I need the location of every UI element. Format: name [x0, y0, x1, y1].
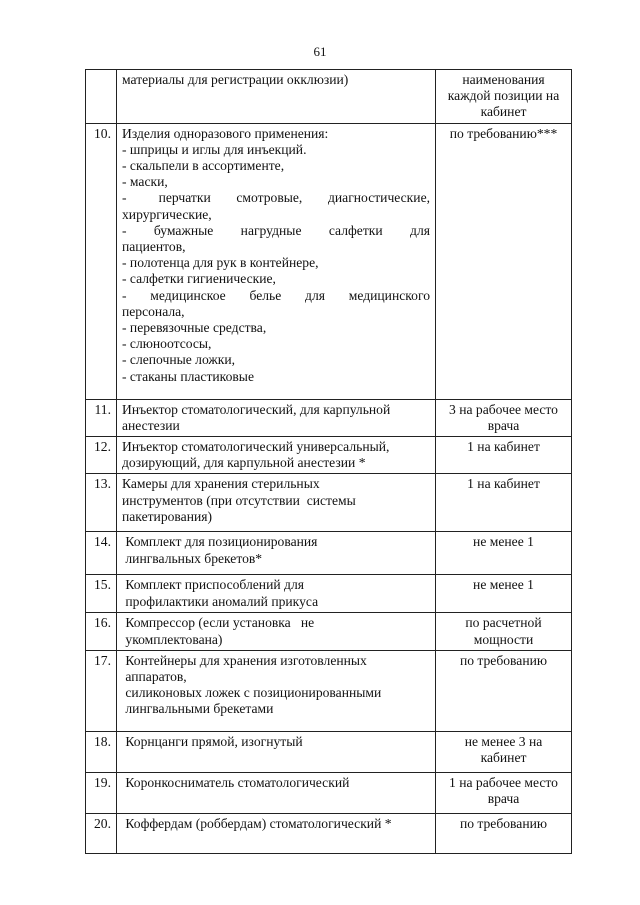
description-line: лингвальными брекетами — [122, 701, 274, 717]
item-description — [117, 123, 436, 399]
row-number: 18. — [86, 731, 117, 772]
item-description — [117, 474, 436, 532]
table-row — [86, 437, 572, 474]
description-line: - маски, — [122, 174, 168, 190]
description-line: анестезии — [122, 417, 180, 433]
description-line: пациентов, — [122, 239, 186, 255]
item-description — [117, 613, 436, 650]
description-line: Изделия одноразового применения: — [122, 125, 329, 141]
description-line: - полотенца для рук в контейнере, — [122, 255, 319, 271]
item-quantity: 1 на кабинет — [436, 474, 572, 532]
description-line: пакетирования) — [122, 508, 213, 524]
item-quantity: по требованию — [436, 813, 572, 853]
item-description — [117, 772, 436, 813]
table-row — [86, 70, 572, 124]
row-number: 12. — [86, 437, 117, 474]
item-description — [117, 437, 436, 474]
description-line: Комплект приспособлений для — [122, 577, 304, 593]
description-line: силиконовых ложек с позиционированными — [122, 685, 382, 701]
equipment-table — [85, 69, 572, 854]
description-line: - стаканы пластиковые — [122, 368, 254, 384]
description-line: - медицинское белье для медицинского — [122, 287, 430, 303]
item-quantity: по расчетной мощности — [436, 613, 572, 650]
table-row — [86, 772, 572, 813]
description-line: Камеры для хранения стерильных — [122, 476, 320, 492]
description-line: персонала, — [122, 303, 185, 319]
page-number: 61 — [313, 44, 327, 59]
description-line: - перевязочные средства, — [122, 320, 267, 336]
table-row — [86, 123, 572, 399]
table-row — [86, 731, 572, 772]
table-row — [86, 813, 572, 853]
row-number: 14. — [86, 532, 117, 575]
item-description — [117, 813, 436, 853]
row-number: 13. — [86, 474, 117, 532]
description-line: дозирующий, для карпульной анестезии * — [122, 455, 366, 471]
item-description — [117, 70, 436, 124]
row-number: 16. — [86, 613, 117, 650]
item-description — [117, 399, 436, 436]
table-row — [86, 474, 572, 532]
table-row — [86, 575, 572, 613]
table-row — [86, 399, 572, 436]
row-number — [86, 70, 117, 124]
item-description — [117, 650, 436, 731]
description-line: аппаратов, — [122, 669, 187, 685]
description-line: - бумажные нагрудные салфетки для — [122, 222, 430, 238]
row-number: 17. — [86, 650, 117, 731]
description-line: - шприцы и иглы для инъекций. — [122, 141, 307, 157]
item-quantity: 3 на рабочее место врача — [436, 399, 572, 436]
item-quantity: по требованию*** — [436, 123, 572, 399]
item-quantity: по требованию — [436, 650, 572, 731]
description-line: - перчатки смотровые, диагностические, — [122, 190, 430, 206]
description-line: Контейнеры для хранения изготовленных — [122, 652, 367, 668]
row-number: 15. — [86, 575, 117, 613]
row-number: 19. — [86, 772, 117, 813]
description-line: - слюноотсосы, — [122, 336, 212, 352]
item-description — [117, 532, 436, 575]
row-number: 11. — [86, 399, 117, 436]
table-row — [86, 650, 572, 731]
description-line: Корнцанги прямой, изогнутый — [122, 733, 303, 749]
item-quantity: не менее 1 — [436, 575, 572, 613]
description-line: - скальпели в ассортименте, — [122, 158, 285, 174]
item-description — [117, 731, 436, 772]
description-line: Коффердам (роббердам) стоматологический * — [122, 815, 392, 831]
description-line: профилактики аномалий прикуса — [122, 593, 319, 609]
row-number: 10. — [86, 123, 117, 399]
description-line: Инъектор стоматологический универсальный, — [122, 439, 390, 455]
description-line: инструментов (при отсутствии системы — [122, 492, 356, 508]
description-line: лингвальных брекетов* — [122, 550, 263, 566]
table-row — [86, 532, 572, 575]
item-quantity: 1 на кабинет — [436, 437, 572, 474]
description-line: Коронкосниматель стоматологический — [122, 774, 350, 790]
description-line: Комплект для позиционирования — [122, 534, 318, 550]
item-quantity: наименования каждой позиции на кабинет — [436, 70, 572, 124]
item-quantity: не менее 3 на кабинет — [436, 731, 572, 772]
description-line: Компрессор (если установка не — [122, 615, 315, 631]
row-number: 20. — [86, 813, 117, 853]
item-quantity: 1 на рабочее место врача — [436, 772, 572, 813]
item-description — [117, 575, 436, 613]
description-line: хирургические, — [122, 206, 212, 222]
description-line: материалы для регистрации окклюзии) — [122, 72, 349, 87]
item-quantity: не менее 1 — [436, 532, 572, 575]
description-line: - слепочные ложки, — [122, 352, 236, 368]
description-line: Инъектор стоматологический, для карпульной — [122, 401, 391, 417]
description-line: укомплектована) — [122, 631, 223, 647]
table-row — [86, 613, 572, 650]
description-line: - салфетки гигиенические, — [122, 271, 276, 287]
